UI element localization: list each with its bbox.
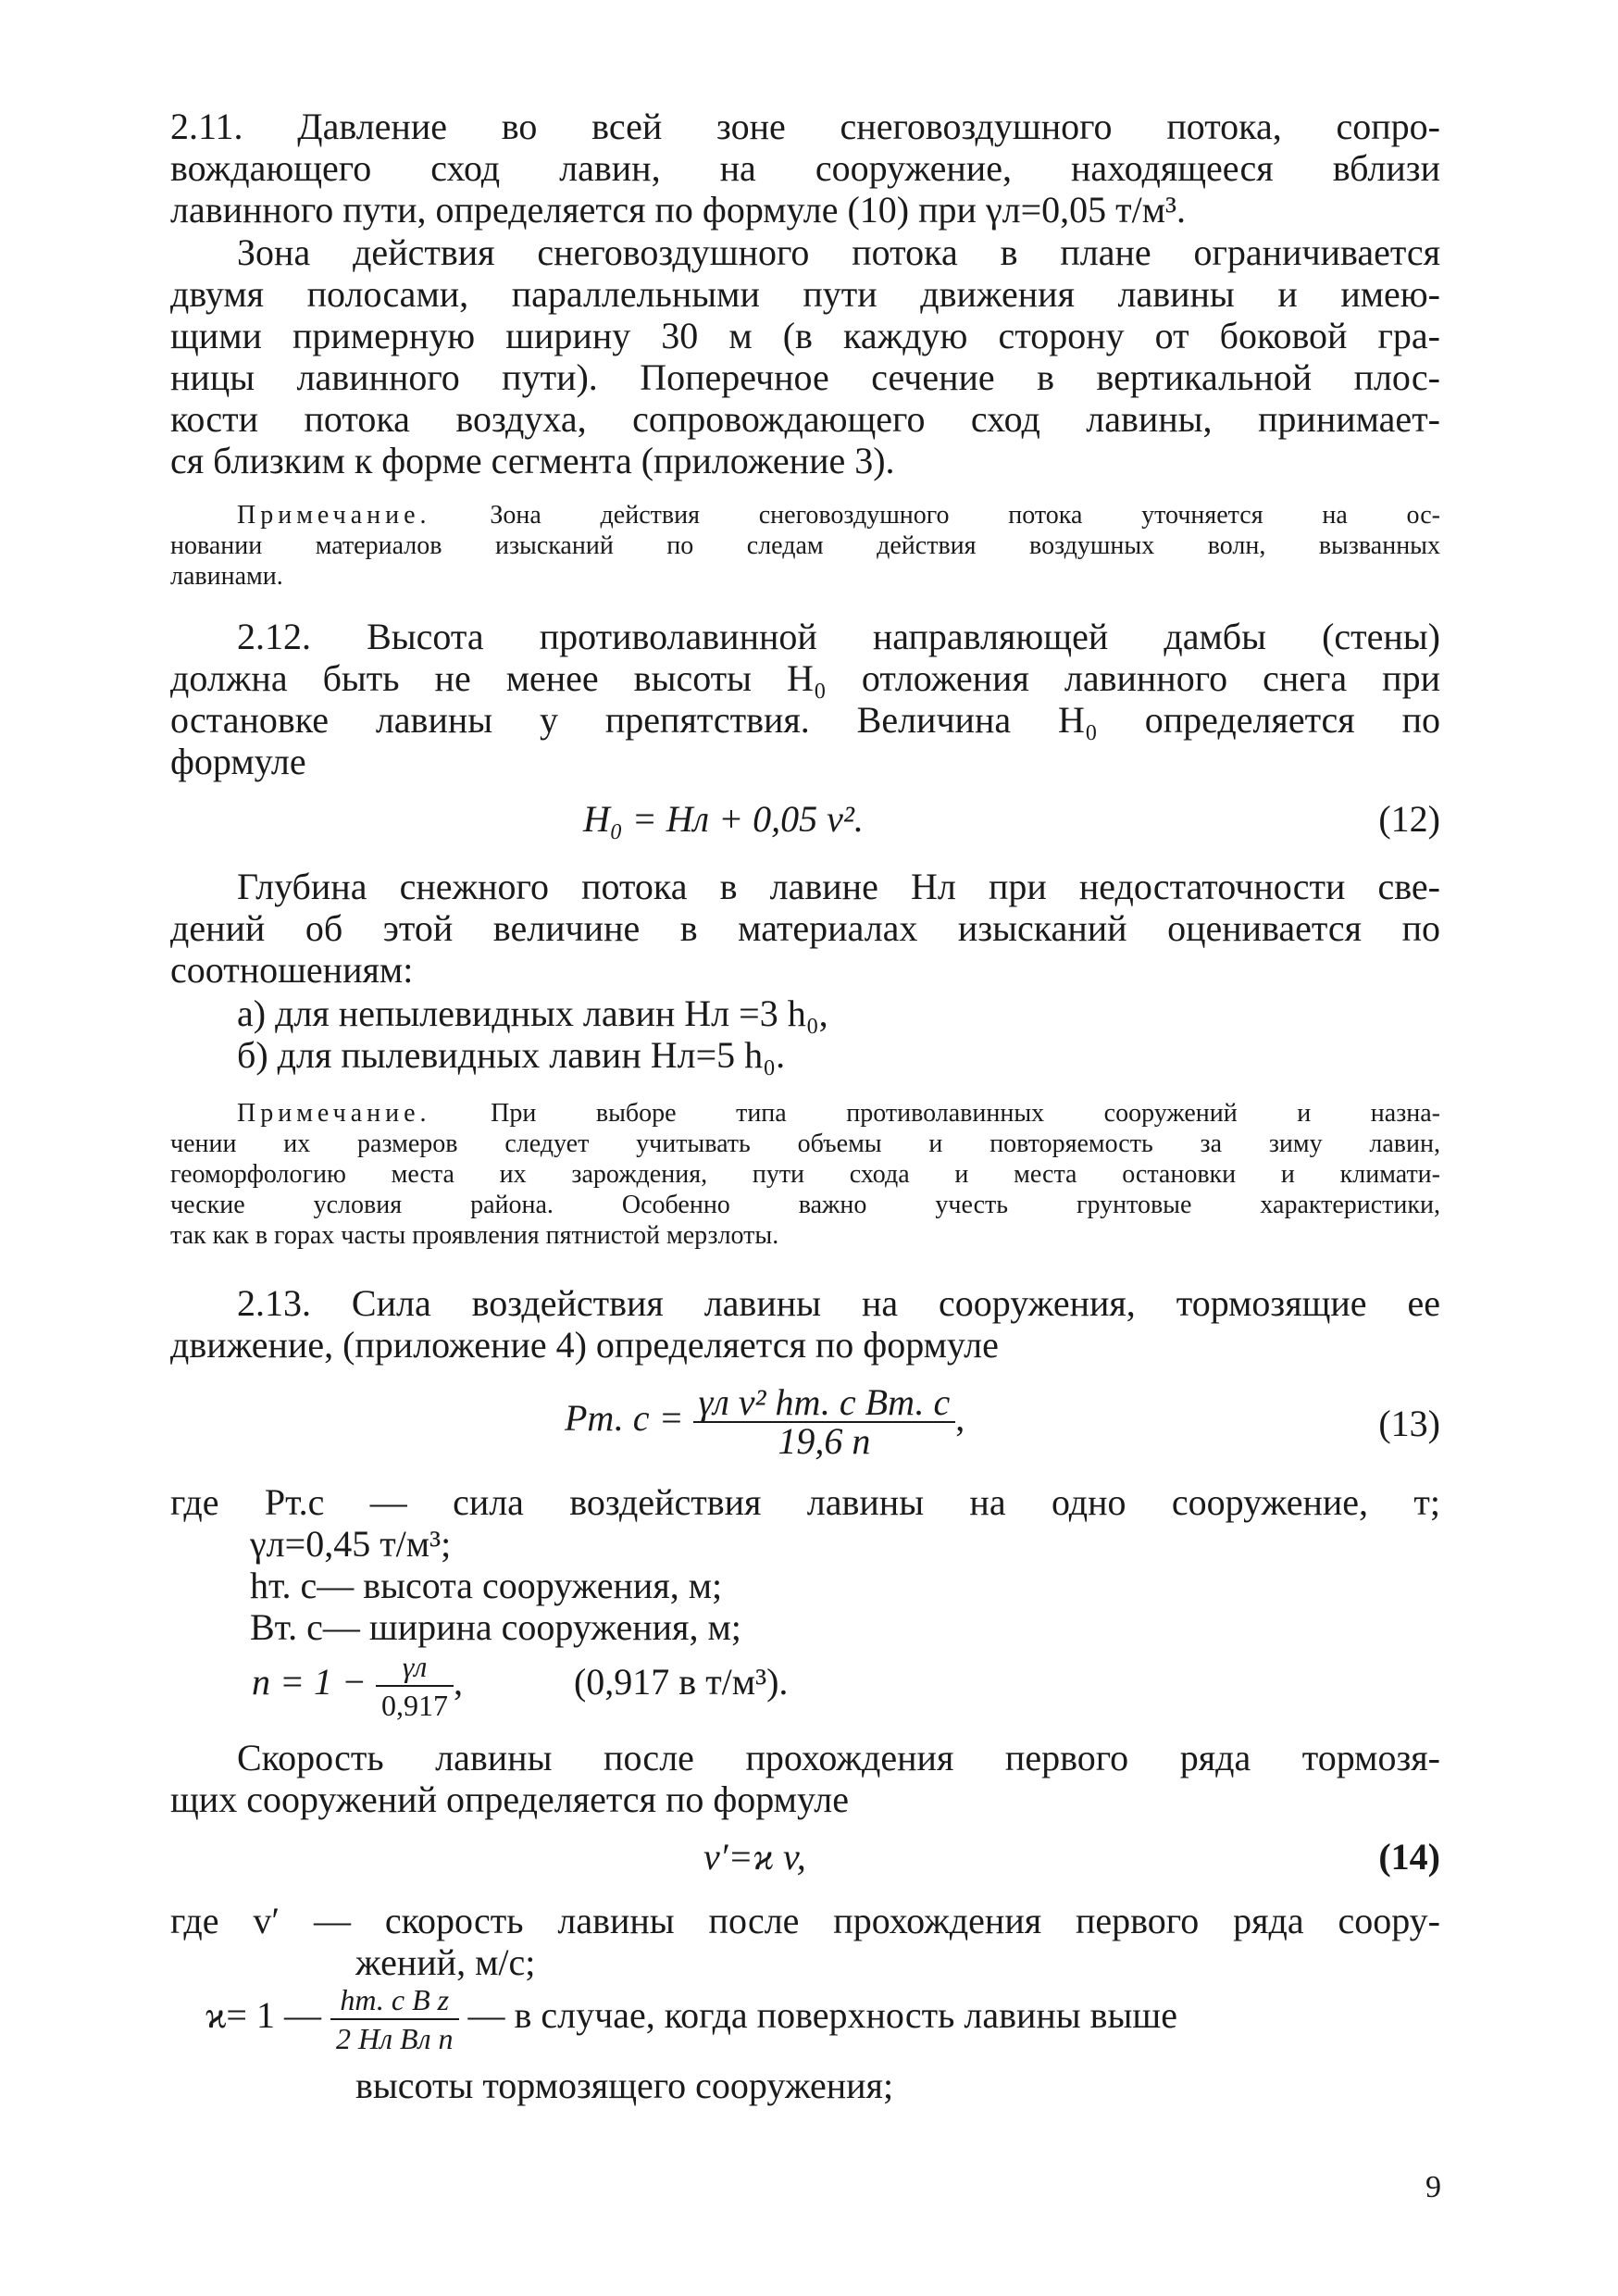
note-line: чении их размеров следует учитывать объемы и повторяемость за зиму лавин, [170, 1129, 1440, 1158]
eq13-lhs: Pт. с = [565, 1397, 684, 1440]
para-line: дений об этой величине в материалах изысканий оценивается по [170, 907, 1440, 949]
para-line: щих сооружений определяется по формуле [170, 1778, 849, 1820]
note-2-12 [170, 1098, 1440, 1251]
where-line: γл=0,45 т/м³; [250, 1523, 452, 1565]
where-line: hт. с— высота сооружения, м; [250, 1565, 723, 1606]
n-note: (0,917 в т/м³). [573, 1661, 789, 1703]
where-block-2 [170, 1900, 1440, 1983]
para-line: должна быть не менее высоты H₀ отложения лавинного снега при [170, 657, 1440, 699]
note-line: так как в горах часты проявления пятнистой мерзлоты. [170, 1221, 779, 1250]
note-line: Зона действия снеговоздушного потока уточняется на ос- [430, 501, 1440, 530]
para-line: 2.12. Высота противолавинной направляющей дамбы (стены) [237, 616, 1440, 657]
para-line: кости потока воздуха, сопровождающего сход лавины, принимает- [170, 398, 1440, 440]
equation-14: v′=ϰ v, [703, 1836, 806, 1878]
eq13-numerator: γл v² hт. с Bт. с [693, 1384, 956, 1423]
para-line: соотношениям: [170, 949, 414, 991]
para-line: Глубина снежного потока в лавине Hл при недостаточности све- [237, 866, 1440, 907]
para-line: Скорость лавины после прохождения первого ряда тормозя- [237, 1737, 1440, 1778]
kappa-condition-cont: высоты тормозящего сооружения; [355, 2065, 894, 2106]
eq13-denominator: 19,6 n [778, 1420, 871, 1462]
where-line: жений, м/с; [355, 1941, 536, 1983]
para-line: щими примерную ширину 30 м (в каждую сторону от боковой гра- [170, 315, 1440, 356]
para-line: движение, (приложение 4) определяется по формуле [170, 1324, 999, 1366]
para-2-13 [170, 1282, 1440, 1366]
note-line: При выборе типа противолавинных сооружений и назна- [430, 1099, 1440, 1128]
para-2-11 [170, 106, 1440, 231]
note-2-11 [170, 500, 1440, 592]
n-fraction: $\frac{\gamma л}{0,917}$ [376, 1648, 454, 1724]
list-item-b: б) для пылевидных лавин Hл=5 h₀. [237, 1034, 786, 1076]
where-line: Bт. с— ширина сооружения, м; [250, 1606, 741, 1648]
kappa-condition: — в случае, когда поверхность лавины выше [467, 1994, 1177, 2037]
para-2-12-depth [170, 866, 1440, 991]
list-item-a: а) для непылевидных лавин Hл =3 h₀, [237, 992, 828, 1034]
note-label: Примечание. [237, 1099, 431, 1128]
n-formula: n = 1 − $\frac{\gamma л}{0,917}$ , (0,917 в т/м³). [252, 1650, 789, 1722]
para-line: лавинного пути, определяется по формуле (10) при γл=0,05 т/м³. [170, 189, 1187, 231]
note-line: ческие условия района. Особенно важно учесть грунтовые характеристики, [170, 1191, 1440, 1219]
para-line: формуле [170, 741, 306, 782]
para-line: остановке лавины у препятствия. Величина H₀ определяется по [170, 699, 1440, 741]
para-line: вождающего сход лавин, на сооружение, находящееся вблизи [170, 147, 1440, 189]
equation-12: H₀ = Hл + 0,05 v². [583, 798, 864, 840]
para-line: двумя полосами, параллельными пути движения лавины и имею- [170, 273, 1440, 315]
note-line: новании материалов изысканий по следам действия воздушных волн, вызванных [170, 531, 1440, 560]
note-label: Примечание. [237, 501, 431, 530]
para-2-11-zone [170, 231, 1440, 481]
where-block [170, 1481, 1440, 1648]
para-line: 2.13. Сила воздействия лавины на сооружения, тормозящие ее [237, 1282, 1440, 1324]
equation-number-14: (14) [1378, 1836, 1440, 1878]
para-2-12 [170, 616, 1440, 782]
eq13-fraction [693, 1381, 956, 1462]
where-line: где Pт.с — сила воздействия лавины на одно сооружение, т; [170, 1481, 1440, 1523]
page-number: 9 [1425, 2170, 1441, 2204]
para-line: Зона действия снеговоздушного потока в плане ограничивается [237, 231, 1440, 273]
para-speed [170, 1737, 1440, 1820]
note-line: геоморфологию места их зарождения, пути схода и места остановки и климати- [170, 1160, 1440, 1189]
para-line: ся близким к форме сегмента (приложение 3). [170, 440, 895, 481]
equation-number-13: (13) [1378, 1403, 1440, 1444]
kappa-fraction: $\frac{\text{hт. с B z}}{\text{2 Hл Bл n}}$ [330, 1981, 459, 2057]
para-line: 2.11. Давление во всей зоне снеговоздушного потока, сопро- [170, 106, 1440, 147]
kappa-formula: ϰ= 1 — $\frac{\text{hт. с B z}}{\text{2 Hл Bл n}}$ — в случае, когда поверхность лавины выше [205, 1983, 1177, 2055]
where-line: где v′ — скорость лавины после прохождения первого ряда соору- [170, 1900, 1440, 1941]
equation-13: Pт. с = $\frac{\text{γл v² hт. с Bт. с}}{19,6 n}$ , [565, 1381, 965, 1462]
note-line: лавинами. [170, 562, 283, 591]
para-line: ницы лавинного пути). Поперечное сечение в вертикальной плос- [170, 356, 1440, 398]
equation-number-12: (12) [1378, 798, 1440, 840]
